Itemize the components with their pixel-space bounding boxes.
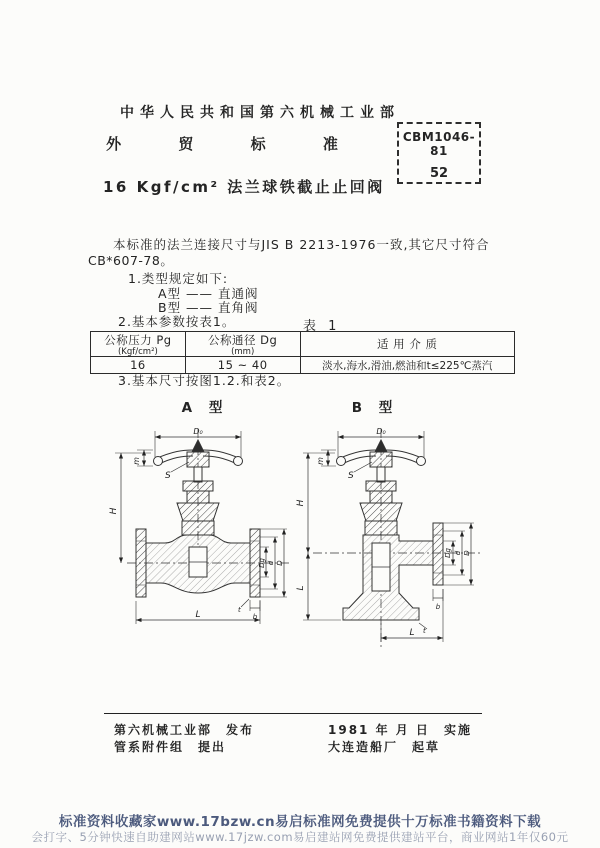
dim-a-s: S: [165, 471, 171, 481]
dim-b-l: L: [409, 628, 415, 638]
table1-header-row: [91, 332, 515, 357]
issuing-org-line: 中华人民共和国第六机械工业部: [120, 105, 400, 121]
dim-a-b: b: [252, 613, 258, 621]
dim-b-dg: Dg: [444, 548, 452, 558]
footer-proposer-row: 管系附件组 提出: [114, 740, 227, 754]
footer-right-block: [328, 722, 472, 756]
dim-a-h: H: [109, 507, 119, 515]
valve-drawing-type-a: [103, 423, 293, 638]
clause-2: 2.基本参数按表1。: [118, 314, 236, 329]
watermark-line-2: 会打字、5分钟快速自助建网站www.17jzw.com易启建站网免费提供建站平台，商业网站1年仅60元: [31, 830, 569, 844]
clause-1-type-b: B型 —— 直角阀: [158, 300, 259, 315]
standard-code: CBM1046-81: [402, 130, 476, 158]
table1-col2-header: 公称通径 Dg (mm): [185, 332, 300, 357]
table1-media-cell: 淡水,海水,滑油,燃油和t≤225℃蒸汽: [300, 357, 514, 374]
page-number: 52: [429, 166, 449, 181]
dim-b-h: H: [296, 499, 306, 507]
dim-a-l: L: [195, 610, 201, 620]
table1-pressure-cell: 16: [91, 357, 186, 374]
dim-b-m: m: [316, 457, 325, 465]
table1: [90, 331, 515, 374]
dim-a-d: d: [267, 560, 275, 566]
footer-date-row: 1981 年 月 日 实施: [328, 723, 472, 737]
dim-a-dg: Dg: [258, 558, 266, 568]
dim-b-l-left: L: [296, 585, 306, 591]
dim-b-t: t: [423, 627, 426, 635]
dim-a-t: t: [238, 606, 241, 614]
dim-b-dd: D: [463, 550, 471, 556]
dim-b-d: d: [454, 550, 462, 556]
dim-a-dd: D: [276, 560, 284, 566]
intro-line-2: CB*607-78。: [88, 253, 174, 268]
table1-col3-header: 适 用 介 质: [300, 332, 514, 357]
footer-drafter-row: 大连造船厂 起草: [328, 740, 441, 754]
table1-col1-unit: (Kgf/cm²): [117, 347, 158, 357]
clause-1: 1.类型规定如下:: [128, 271, 229, 286]
watermark-line-1: 标准资料收藏家www.17bzw.cn易启标准网免费提供十万标准书籍资料下载: [58, 814, 542, 830]
dim-b-d0: D₀: [376, 427, 386, 436]
standard-number-box: [397, 122, 481, 184]
intro-line-1: 本标准的法兰连接尺寸与JIS B 2213-1976一致,其它尺寸符合: [113, 237, 490, 252]
dim-a-d0: D₀: [193, 427, 203, 436]
footer-left-block: [114, 722, 254, 756]
standard-type-line: 外 贸 标 准: [106, 135, 364, 153]
table1-col1-header: 公称压力 Pg (Kgf/cm²): [91, 332, 186, 357]
table1-data-row: [91, 357, 515, 374]
dim-a-m: m: [132, 457, 141, 465]
document-title: 16 Kgf/cm² 法兰球铁截止止回阀: [103, 178, 385, 196]
dim-b-b: b: [435, 603, 441, 611]
clause-3: 3.基本尺寸按图1.2.和表2。: [118, 373, 291, 388]
figure-b-label: B 型: [351, 400, 399, 416]
figure-a-label: A 型: [181, 400, 229, 416]
table1-col2-unit: (mm): [231, 347, 255, 357]
dim-b-s: S: [348, 471, 354, 481]
footer-issuer-row: 第六机械工业部 发布: [114, 723, 255, 737]
table1-caption: 表 1: [303, 319, 341, 334]
valve-drawing-type-b: [293, 423, 488, 653]
table1-diameter-cell: 15 ~ 40: [185, 357, 300, 374]
footer-divider: [104, 713, 482, 714]
clause-1-type-a: A型 —— 直通阀: [158, 286, 259, 301]
